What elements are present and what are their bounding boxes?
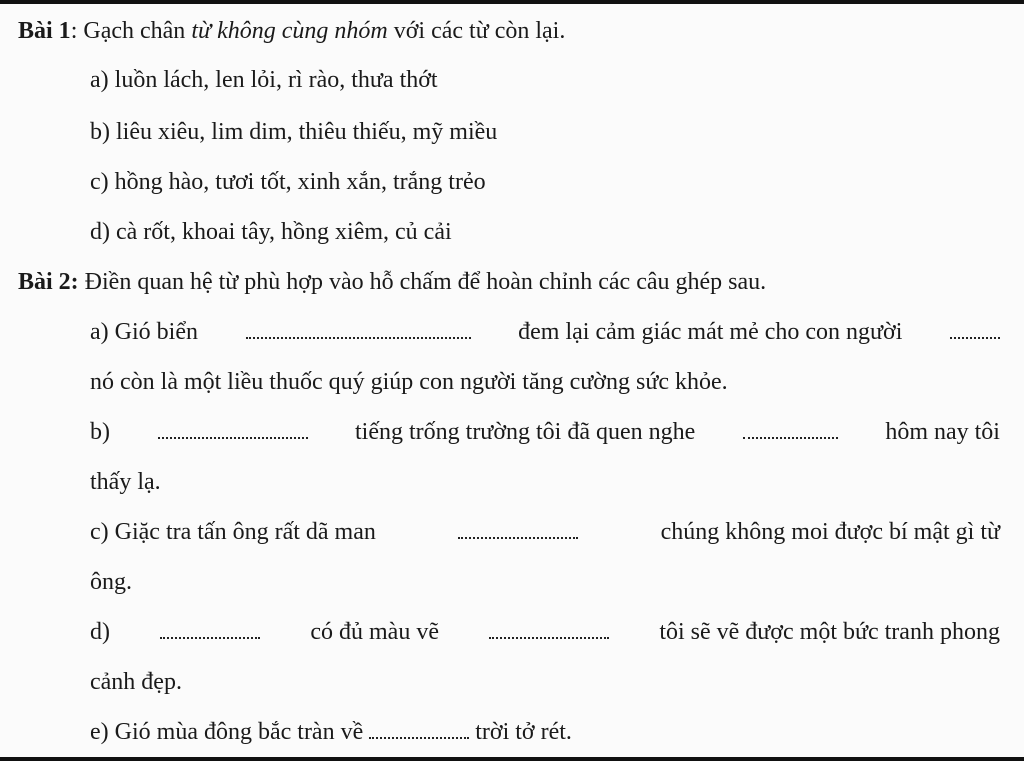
bai2-a-part2: đem lại cảm giác mát mẻ cho con người <box>518 319 903 345</box>
blank-e1[interactable] <box>369 733 469 739</box>
blank-a1[interactable] <box>246 333 471 339</box>
bai2-c-part1: c) Giặc tra tấn ông rất dã man <box>90 519 376 545</box>
bai2-e-part1: e) Gió mùa đông bắc tràn về <box>90 719 364 745</box>
blank-b2[interactable] <box>743 433 838 439</box>
bai1-text-after: với các từ còn lại. <box>387 18 566 44</box>
bai2-e-line1 <box>90 717 572 747</box>
bai2-label: Bài 2: <box>18 269 79 295</box>
bai1-text-italic: từ không cùng nhóm <box>191 18 388 44</box>
bai2-d-line1 <box>90 617 1000 647</box>
bai2-a-part1: a) Gió biển <box>90 319 198 345</box>
bai2-title <box>18 267 766 297</box>
blank-c1[interactable] <box>458 533 578 539</box>
bai1-colon: : <box>70 18 84 44</box>
bai2-b-part3: hôm nay tôi <box>885 419 1000 445</box>
bai2-c-line1 <box>90 517 1000 547</box>
bai2-c-part2: chúng không moi được bí mật gì từ <box>660 519 1000 545</box>
blank-b1[interactable] <box>158 433 308 439</box>
bai1-item-c: c) hồng hào, tươi tốt, xinh xắn, trắng trẻo <box>90 169 486 195</box>
bai1-item-b: b) liêu xiêu, lim dim, thiêu thiếu, mỹ miều <box>90 119 498 145</box>
bai2-b-line1 <box>90 417 1000 447</box>
bai2-a-part3: nó còn là một liều thuốc quý giúp con người tăng cường sức khỏe. <box>90 369 728 395</box>
bai1-item-a: a) luồn lách, len lỏi, rì rào, thưa thớt <box>90 67 438 93</box>
bai2-d-part2: có đủ màu vẽ <box>310 619 439 645</box>
bai1-text-before: Gạch chân <box>83 18 192 44</box>
bai2-d-part1: d) <box>90 619 110 645</box>
blank-a2[interactable] <box>950 333 1000 339</box>
bai2-b-part2: tiếng trống trường tôi đã quen nghe <box>355 419 696 445</box>
bai2-d-part3: tôi sẽ vẽ được một bức tranh phong <box>659 619 1000 645</box>
bai1-item-d: d) cà rốt, khoai tây, hồng xiêm, củ cải <box>90 219 452 245</box>
bai2-title-text: Điền quan hệ từ phù hợp vào hỗ chấm để hoàn chỉnh các câu ghép sau. <box>78 269 767 295</box>
bai1-title <box>18 16 565 46</box>
bai2-a-line1 <box>90 317 1000 347</box>
blank-d1[interactable] <box>160 633 260 639</box>
bai2-d-part4: cảnh đẹp. <box>90 669 182 695</box>
bai2-b-part4: thấy lạ. <box>90 469 161 495</box>
bai2-c-part3: ông. <box>90 569 132 595</box>
bai2-e-part2: trời tở rét. <box>475 719 572 745</box>
blank-d2[interactable] <box>489 633 609 639</box>
bai2-b-part1: b) <box>90 419 110 445</box>
bai1-label: Bài 1 <box>18 18 71 44</box>
